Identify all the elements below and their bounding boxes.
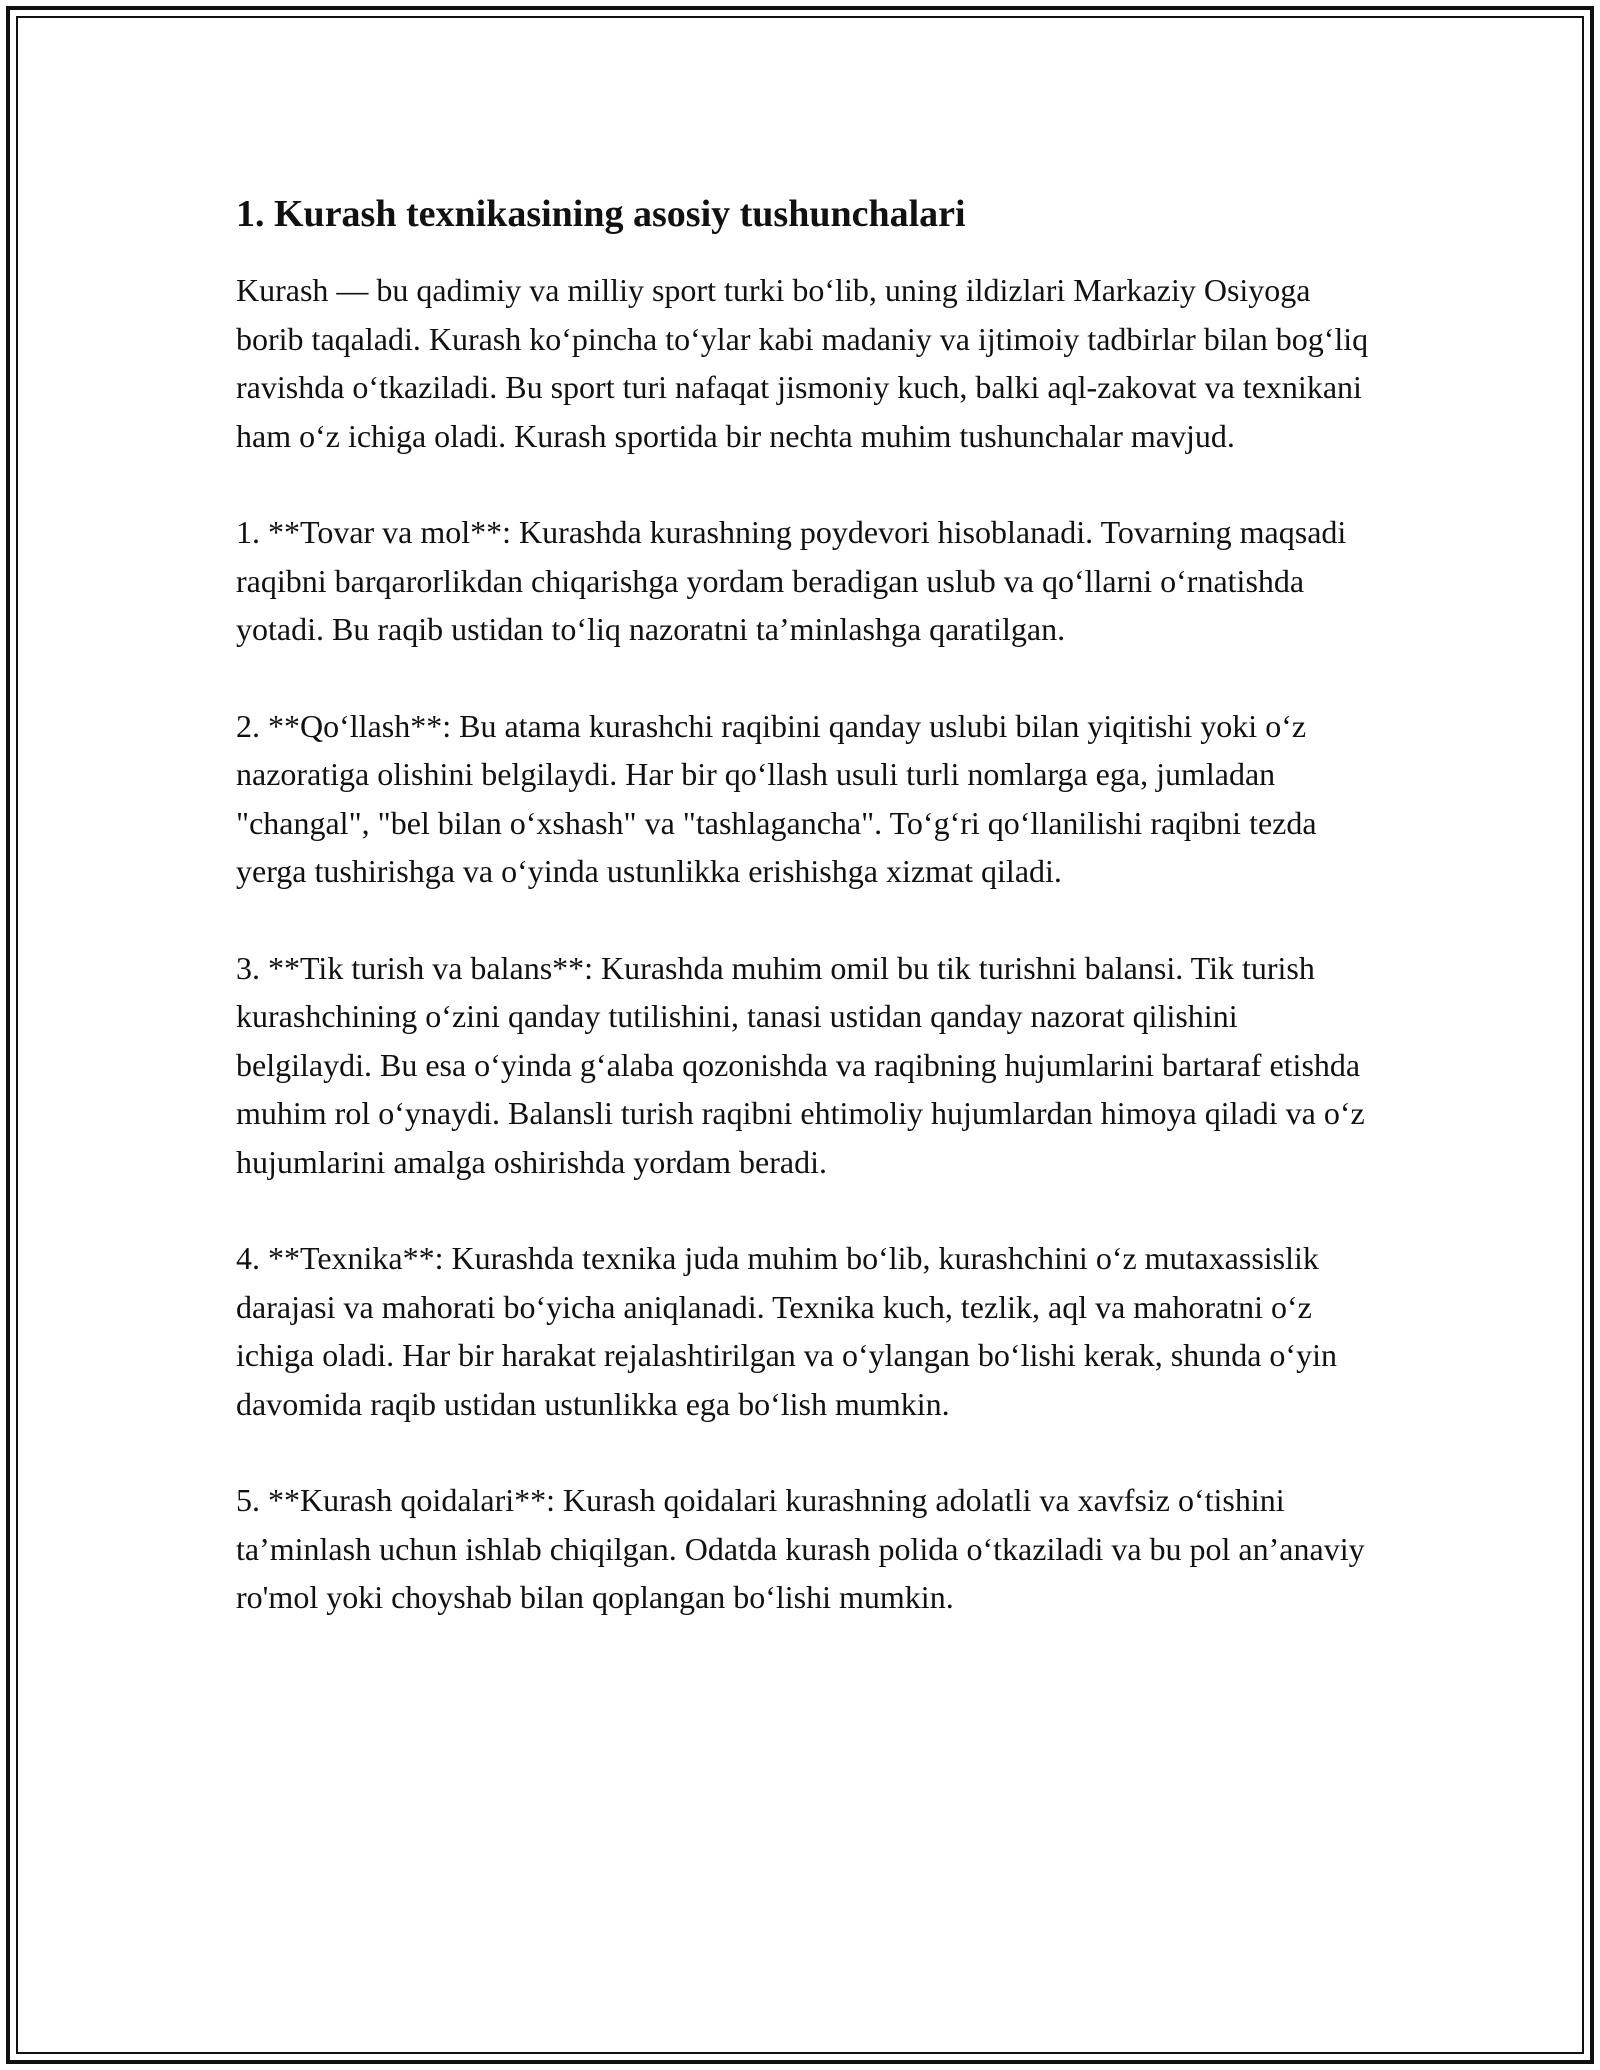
document-body: [236, 186, 1376, 1670]
section-heading: 1. Kurash texnikasining asosiy tushunchalari: [236, 193, 966, 235]
list-item-qollash: 2. **Qo‘llash**: Bu atama kurashchi raqibini qanday uslubi bilan yiqitishi yoki o‘z nazoratiga olishini belgilaydi. Har bir qo‘llash usuli turli nomlarga ega, jumladan "changal", "bel bilan o‘xshash" va "tashlagancha". To‘g‘ri qo‘llanilishi raqibni tezda yerga tushirishga va o‘yinda ustunlikka erishishga xizmat qiladi.: [236, 707, 1317, 889]
list-item-tik-turish: 3. **Tik turish va balans**: Kurashda muhim omil bu tik turishni balansi. Tik turish kurashchining o‘zini qanday tutilishini, tanasi ustidan qanday nazorat qilishini belgilaydi. Bu esa o‘yinda g‘alaba qozonishda va raqibning hujumlarini bartaraf etishda muhim rol o‘ynaydi. Balansli turish raqibni ehtimoliy hujumlardan himoya qiladi va o‘z hujumlarini amalga oshirishda yordam beradi.: [236, 949, 1365, 1180]
list-item-tovar-va-mol: 1. **Tovar va mol**: Kurashda kurashning poydevori hisoblanadi. Tovarning maqsadi raqibni barqarorlikdan chiqarishga yordam beradigan uslub va qo‘llarni o‘rnatishda yotadi. Bu raqib ustidan to‘liq nazoratni ta’minlashga qaratilgan.: [236, 514, 1347, 647]
list-item-texnika: 4. **Texnika**: Kurashda texnika juda muhim bo‘lib, kurashchini o‘z mutaxassislik darajasi va mahorati bo‘yicha aniqlanadi. Texnika kuch, tezlik, aql va mahoratni o‘z ichiga oladi. Har bir harakat rejalashtirilgan va o‘ylangan bo‘lishi kerak, shunda o‘yin davomida raqib ustidan ustunlikka ega bo‘lish mumkin.: [236, 1240, 1337, 1422]
intro-paragraph: Kurash — bu qadimiy va milliy sport turki bo‘lib, uning ildizlari Markaziy Osiyoga borib taqaladi. Kurash ko‘pincha to‘ylar kabi madaniy va ijtimoiy tadbirlar bilan bog‘liq ravishda o‘tkaziladi. Bu sport turi nafaqat jismoniy kuch, balki aql-zakovat va texnikani ham o‘z ichiga oladi. Kurash sportida bir nechta muhim tushunchalar mavjud.: [236, 272, 1369, 454]
list-item-kurash-qoidalari: 5. **Kurash qoidalari**: Kurash qoidalari kurashning adolatli va xavfsiz o‘tishini ta’minlash uchun ishlab chiqilgan. Odatda kurash polida o‘tkaziladi va bu pol an’anaviy ro'mol yoki choyshab bilan qoplangan bo‘lishi mumkin.: [236, 1482, 1365, 1615]
